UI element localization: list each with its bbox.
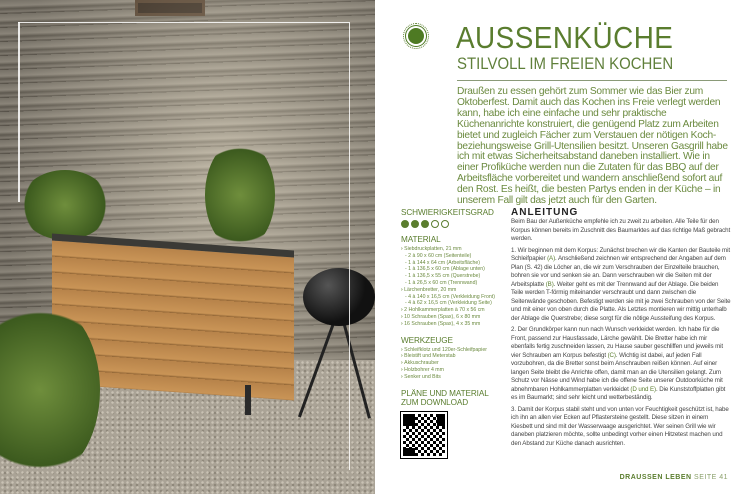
instructions-intro: Beim Bau der Außenküche empfehle ich zu zweit zu arbeiten. Alle Teile für den Korpus können bereits im Zuschnitt des Baumarktes auf das richtige Maß gebracht werden. (511, 218, 731, 242)
step-2: 2. Der Grundkörper kann nun nach Wunsch verkleidet werden. Ich habe für die Front, passend zur Hausfassade, Lärche gewählt. Die Bretter habe ich mir ebenfalls fertig zuschneiden lassen, zu Hause sauber geschliffen und jeweils mit vier Schrauben am Korpus befestigt (C). Wichtig ist dabei, auf jeden Fall vorzubohren, da die Bretter sonst beim Anschrauben reißen können. Auf einer langen Seite bleibt die Anrichte offen, damit man an die Utensilien gelangt. Zum Schutz vor Nässe und Wind habe ich die offene Seite unserer Outdoorküche mit abnehmbaren Hohlkammerplatten verkleidet (D und E). Die Kunststoffplatten gibt es im Baumarkt; sind sehr leicht und wetterbeständig. (511, 326, 726, 401)
material-item: › 16 Schrauben (Spax), 4 x 35 mm (401, 321, 501, 328)
difficulty-dot (411, 220, 419, 228)
material-item: - 1 à 144 x 64 cm (Arbeitsfläche) (405, 259, 480, 266)
instructions-heading: ANLEITUNG (511, 207, 579, 218)
page-title: AUSSENKÜCHE (456, 20, 674, 55)
material-item: - 1 à 136,5 x 55 cm (Querstrebe) (405, 273, 481, 280)
difficulty-rating (401, 220, 501, 228)
difficulty-dot (431, 220, 439, 228)
tool-item: › Schleifklotz und 120er-Schleifpapier (401, 347, 501, 354)
material-item: › 2 Hohlkammerplatten à 70 x 56 cm (401, 307, 501, 314)
download-heading-2: ZUM DOWNLOAD (401, 397, 469, 407)
material-item: › 10 Schrauben (Spax), 6 x 80 mm (401, 314, 501, 321)
material-item: - 1 à 26,5 x 60 cm (Trennwand) (405, 279, 478, 286)
tools-heading: WERKZEUGE (401, 335, 453, 345)
tools-list (401, 347, 501, 381)
instructions (511, 207, 731, 451)
page-footer (620, 474, 728, 481)
tool-item: › Bleistift und Meterstab (401, 353, 501, 360)
photo-frame-line (18, 22, 350, 470)
difficulty-dot (441, 220, 449, 228)
step-1: 1. Wir beginnen mit dem Korpus: Zunächst brechen wir die Kanten der Bauteile mit Schleifpapier (A). Anschließend zeichnen wir entsprechend der Angaben auf dem Plan (S. 42) die Löcher an, die wir zum Verschrauben der Einzelteile brauchen, bohren sie vor und senken sie an. Dann verschrauben wir die Seiten mit der Arbeitsplatte (B). Weiter geht es mit der Trennwand auf der Ablage. Die beiden Teile werden T-förmig miteinander verschraubt und dann zwischen die Seitenwände geschoben. Befestigt werden sie mit je zwei Schrauben von der Seite und mit einer von oben durch die Platte. Als Letztes montieren wir mittig unterhalb der Ablage die Querstrebe; diese sorgt für die nötige Aussteifung des Korpus. (511, 246, 731, 322)
material-item: - 2 à 90 x 60 cm (Seitenteile) (405, 252, 472, 259)
step-3: 3. Damit der Korpus stabil steht und von unten vor Feuchtigkeit geschützt ist, habe ich ihn an allen vier Ecken auf Pflastersteine gestellt. Diese sitzen in einem Kiesbett und sind mit der Wasserwaage ausgerichtet. Wer seinen Grill wie wir daneben platzieren möchte, sollte unbedingt vorher einen Hitzetest machen und den Abstand zur Küche danach ausrichten. (511, 405, 729, 447)
material-item: - 4 à 62 x 16,5 cm (Verkleidung Seite) (405, 300, 492, 307)
sun-logo-icon (403, 23, 429, 49)
qr-code[interactable] (401, 412, 447, 458)
material-item: › Siebdruckplatten, 21 mm (401, 246, 501, 253)
material-heading: MATERIAL (401, 235, 441, 244)
page-subtitle: STILVOLL IM FREIEN KOCHEN (457, 54, 674, 73)
page-number: SEITE 41 (694, 474, 728, 481)
sidebar-info (401, 208, 501, 458)
difficulty-dot (401, 220, 409, 228)
section-name: DRAUSSEN LEBEN (619, 474, 692, 481)
material-item: - 4 à 140 x 16,5 cm (Verkleidung Front) (405, 293, 495, 300)
tool-item: › Akkuschrauber (401, 360, 501, 367)
material-item: - 1 à 136,5 x 60 cm (Ablage unten) (405, 266, 485, 273)
material-list (401, 246, 501, 328)
divider (457, 80, 727, 81)
difficulty-heading: SCHWIERIGKEITSGRAD (401, 208, 494, 217)
intro-paragraph: Draußen zu essen gehört zum Sommer wie das Bier zum Oktoberfest. Damit auch das Kochen ins Freie verlegt werden kann, habe ich eine einfache und sehr praktische Küchenanrichte konstruiert, die genügend Platz zum Arbeiten bietet und zugleich Fächer zum Verstauen der nötigen Koch- beziehungsweise Grill-Utensilien besitzt. Unseren Gasgrill habe ich mit etwas Sicherheitsabstand daneben installiert. Wie in einer Profiküche werden nun die Zutaten für das BBQ auf der Arbeitsfläche vorbereitet und wandern anschließend sofort auf den Rost. Es heißt, die besten Partys enden in der Küche – in unserem Fall gilt das jetzt auch für den Garten. (457, 86, 728, 207)
download-heading: PLÄNE UND MATERIAL (401, 388, 489, 398)
material-item: › Lärchenbretter, 20 mm (401, 287, 501, 294)
tool-item: › Senker und Bits (401, 374, 501, 381)
tool-item: › Holzbohrer 4 mm (401, 367, 501, 374)
difficulty-dot (421, 220, 429, 228)
